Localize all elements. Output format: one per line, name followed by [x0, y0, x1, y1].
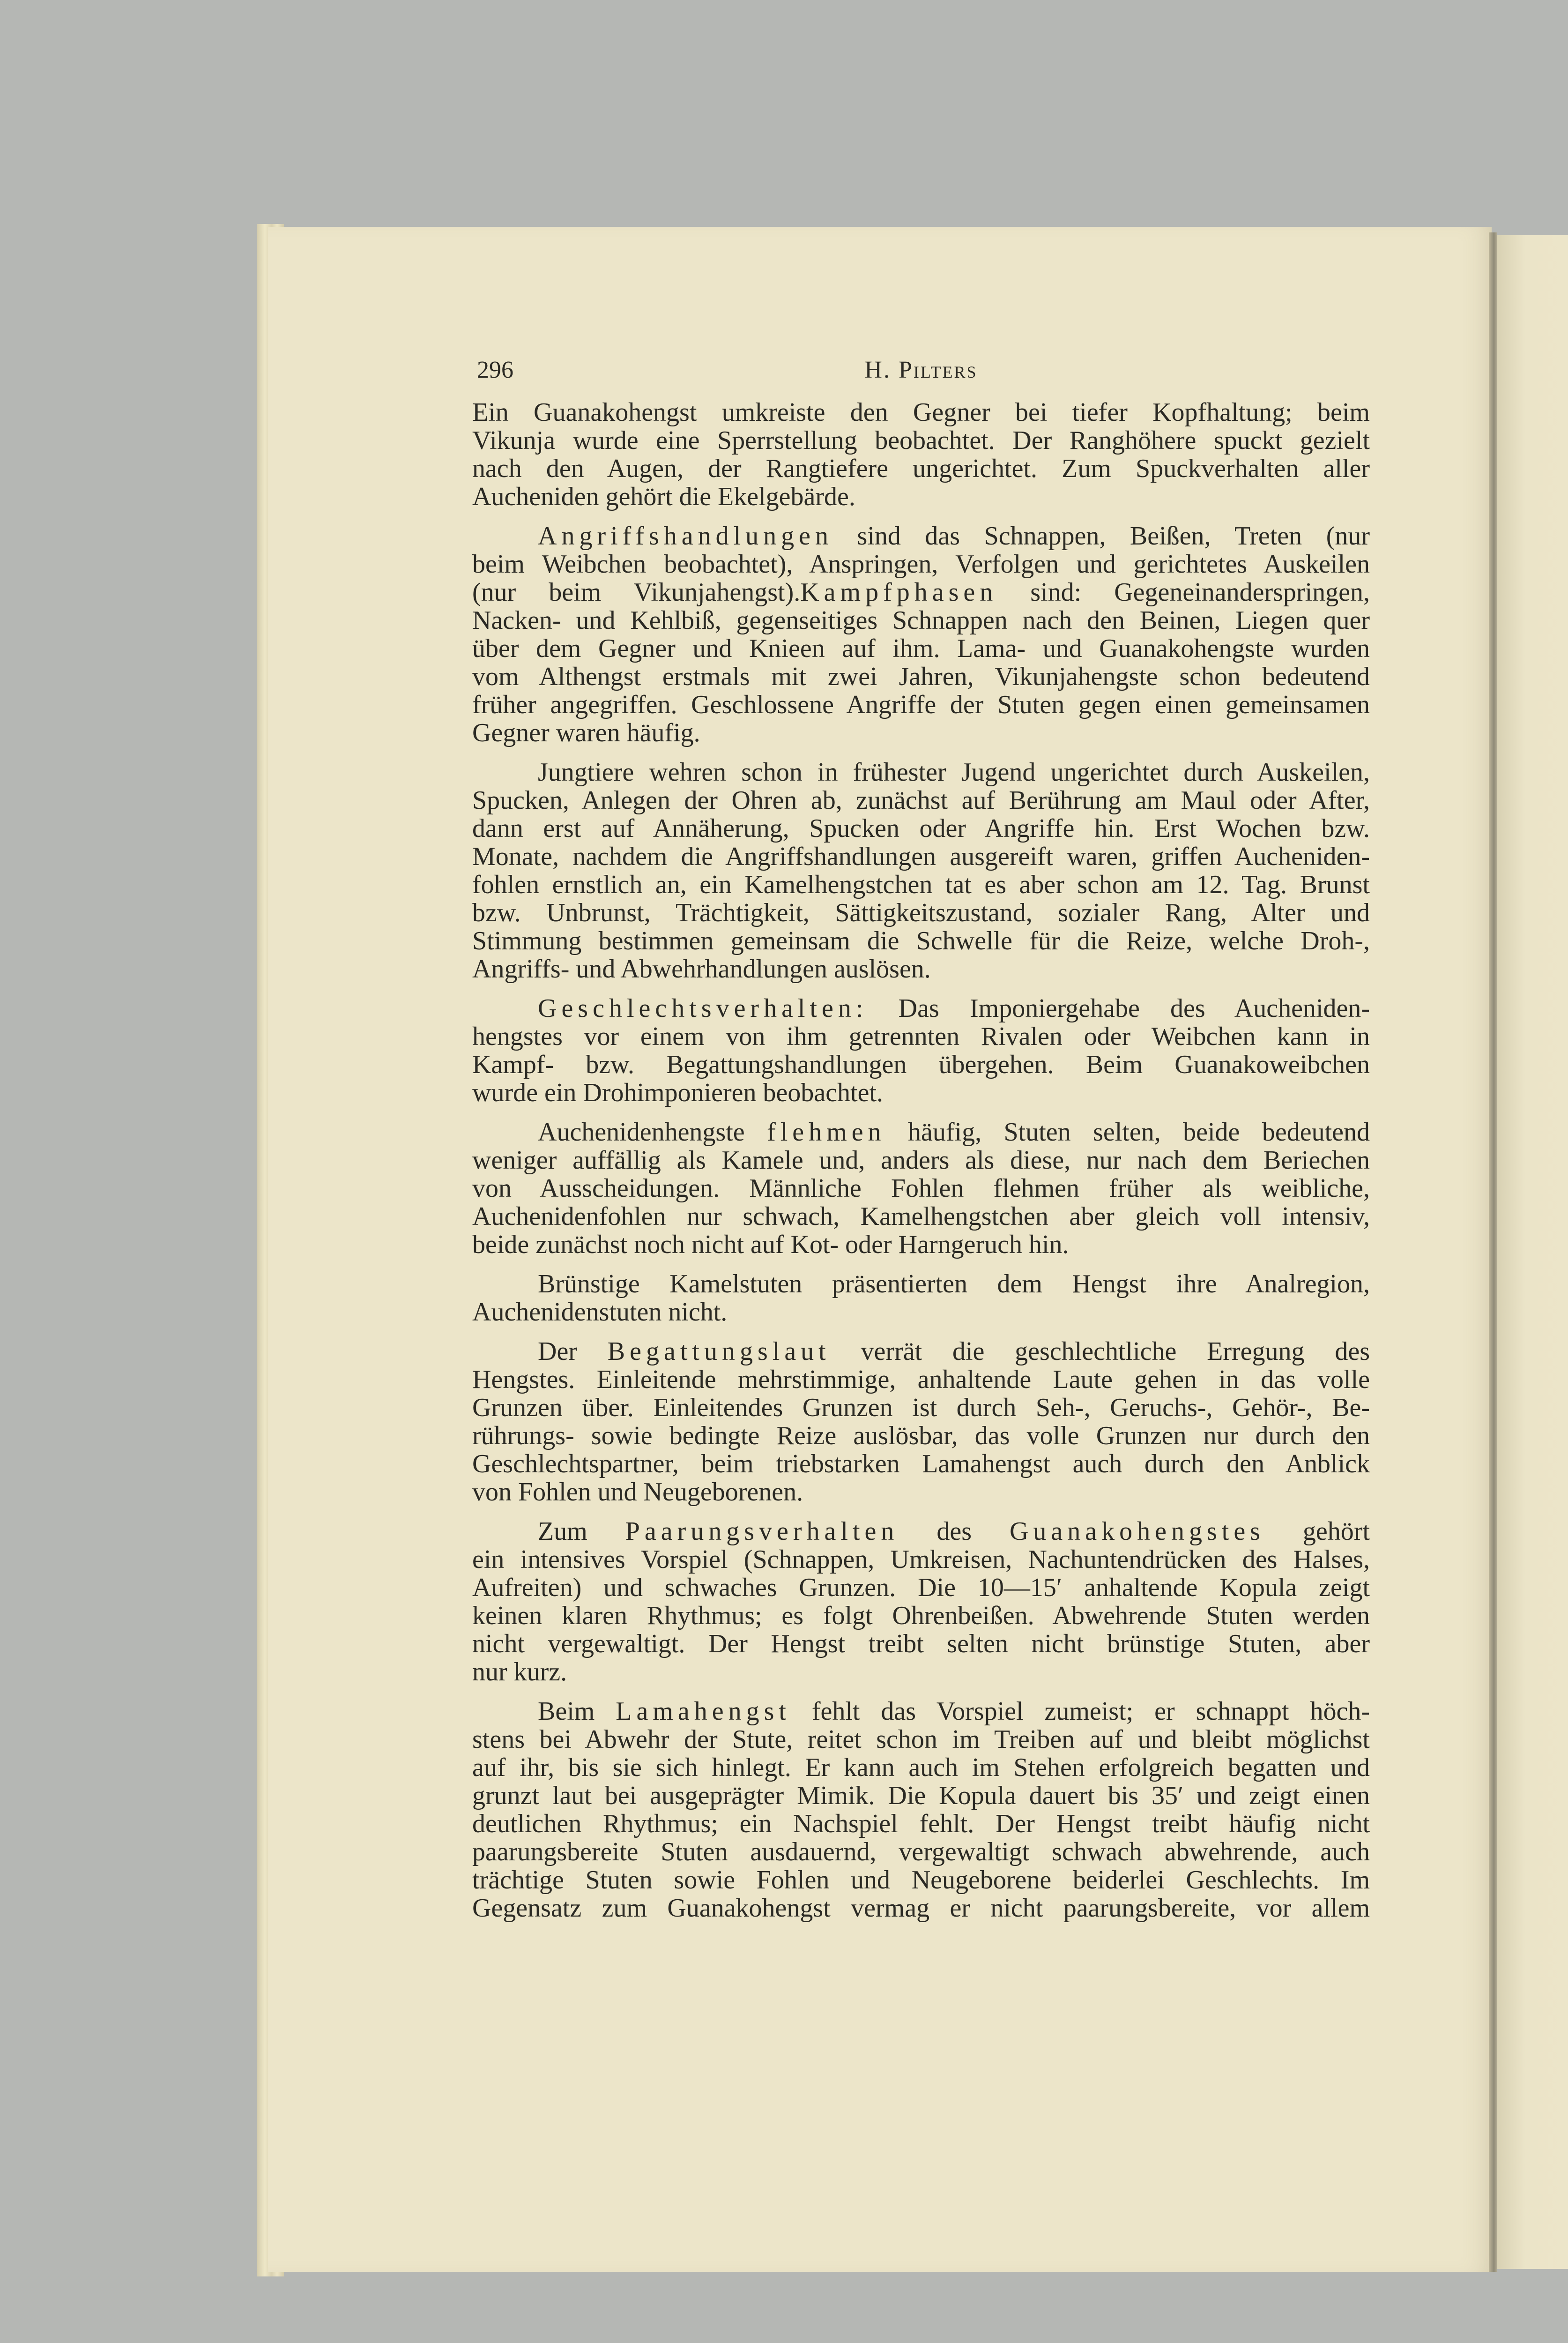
paragraph [472, 522, 1370, 747]
text-line [472, 1517, 1370, 1545]
text-run: über dem Gegner und Knieen auf ihm. Lama- und Guanakohengste wurden [472, 634, 1370, 663]
text-run: Geschlechtspartner, beim triebstarken Lamahengst auch durch den Anblick [472, 1449, 1370, 1478]
text-run: trächtige Stuten sowie Fohlen und Neugeborene beiderlei Geschlechts. Im [472, 1865, 1370, 1895]
text-line [472, 1394, 1370, 1422]
text-run: Kampf- bzw. Begattungshandlungen übergehen. Beim Guanakoweibchen [472, 1050, 1370, 1079]
text-block [472, 356, 1370, 1922]
text-run: weniger auffällig als Kamele und, anders als diese, nur nach dem Beriechen [472, 1146, 1370, 1175]
text-run: Brünstige Kamelstuten präsentierten dem Hengst ihre Analregion, [538, 1269, 1370, 1298]
emphasis-spaced: Lamahengst [616, 1697, 791, 1726]
text-line [472, 550, 1370, 578]
emphasis-spaced: Angriffshandlungen [538, 522, 833, 551]
text-line [472, 1658, 1370, 1686]
text-run: deutlichen Rhythmus; ein Nachspiel fehlt. Der Hengst treibt häufig nicht [472, 1809, 1370, 1838]
text-run: nur kurz. [472, 1657, 567, 1686]
text-run: Vikunja wurde eine Sperrstellung beobachtet. Der Ranghöhere spuckt gezielt [472, 426, 1370, 455]
text-run: Auchenidenfohlen nur schwach, Kamelhengstchen aber gleich voll intensiv, [472, 1202, 1370, 1231]
paragraph [472, 1697, 1370, 1922]
text-run: Zum [538, 1517, 625, 1546]
text-line [472, 606, 1370, 634]
text-run: nicht vergewaltigt. Der Hengst treibt selten nicht brünstige Stuten, aber [472, 1629, 1370, 1658]
facing-page [1497, 235, 1568, 2269]
text-line [472, 1574, 1370, 1602]
page-number: 296 [477, 357, 513, 383]
text-line [472, 927, 1370, 955]
text-line [472, 663, 1370, 691]
text-run: auf ihr, bis sie sich hinlegt. Er kann auch im Stehen erfolgreich begatten und [472, 1753, 1370, 1782]
text-line [472, 1630, 1370, 1658]
text-run: Beim [538, 1697, 616, 1726]
text-run: Jungtiere wehren schon in frühester Jugend ungerichtet durch Auskeilen, [538, 758, 1370, 787]
text-run: vom Althengst erstmals mit zwei Jahren, Vikunjahengste schon bedeutend [472, 662, 1370, 691]
text-run: (nur beim Vikunjahengst). [472, 578, 801, 607]
text-line [472, 1079, 1370, 1107]
text-line [472, 719, 1370, 747]
text-run: sind: Gegeneinanderspringen, [997, 578, 1370, 607]
text-line [472, 994, 1370, 1022]
text-line [472, 522, 1370, 550]
emphasis-spaced: flehmen [767, 1118, 886, 1147]
book-gutter [1489, 232, 1497, 2272]
emphasis-spaced: Guanakohengstes [1009, 1517, 1265, 1546]
paragraph [472, 758, 1370, 983]
text-line [472, 455, 1370, 483]
text-line [472, 1298, 1370, 1326]
text-run: hengstes vor einem von ihm getrennten Rivalen oder Weibchen kann in [472, 1022, 1370, 1051]
text-run: Gegner waren häufig. [472, 718, 700, 747]
text-run: Nacken- und Kehlbiß, gegenseitiges Schnappen nach den Beinen, Liegen quer [472, 606, 1370, 635]
text-line [472, 1174, 1370, 1202]
text-line [472, 758, 1370, 786]
text-run: rührungs- sowie bedingte Reize auslösbar, das volle Grunzen nur durch den [472, 1421, 1370, 1450]
text-run: verrät die geschlechtliche Erregung des [830, 1337, 1370, 1366]
text-run: Der [538, 1337, 608, 1366]
text-line [472, 1545, 1370, 1574]
text-line [472, 1366, 1370, 1394]
text-run: früher angegriffen. Geschlossene Angriffe der Stuten gegen einen gemeinsamen [472, 690, 1370, 719]
text-line [472, 1337, 1370, 1366]
text-run: sind das Schnappen, Beißen, Treten (nur [833, 522, 1370, 551]
text-line [472, 871, 1370, 899]
text-run: bzw. Unbrunst, Trächtigkeit, Sättigkeitszustand, sozialer Rang, Alter und [472, 898, 1370, 927]
text-line [472, 1866, 1370, 1894]
text-line [472, 1754, 1370, 1782]
text-run: Auchenidenhengste [538, 1118, 767, 1147]
text-line [472, 1810, 1370, 1838]
text-line [472, 814, 1370, 843]
paragraph [472, 994, 1370, 1107]
text-run: von Ausscheidungen. Männliche Fohlen flehmen früher als weibliche, [472, 1174, 1370, 1203]
text-run: gehört [1264, 1517, 1370, 1546]
text-run: Das Imponiergehabe des Aucheniden- [868, 994, 1370, 1023]
paragraph [472, 1118, 1370, 1259]
text-line [472, 398, 1370, 426]
text-run: Gegensatz zum Guanakohengst vermag er nicht paarungsbereite, vor allem [472, 1894, 1370, 1923]
emphasis-spaced: Kampfphasen [800, 578, 998, 607]
text-line [472, 1450, 1370, 1478]
body-text [472, 398, 1370, 1922]
text-run: fohlen ernstlich an, ein Kamelhengstchen tat es aber schon am 12. Tag. Brunst [472, 870, 1370, 899]
text-line [472, 1051, 1370, 1079]
running-head [472, 356, 1370, 398]
text-run: stens bei Abwehr der Stute, reitet schon im Treiben auf und bleibt möglichst [472, 1725, 1370, 1754]
text-line [472, 634, 1370, 663]
text-line [472, 899, 1370, 927]
text-run: Angriffs- und Abwehrhandlungen auslösen. [472, 955, 931, 984]
emphasis-spaced: Begattungslaut [607, 1337, 831, 1366]
running-title: H. Pilters [864, 357, 978, 383]
text-line [472, 786, 1370, 814]
emphasis-spaced: Geschlechtsverhalten: [538, 994, 868, 1023]
text-line [472, 1422, 1370, 1450]
text-line [472, 1270, 1370, 1298]
text-line [472, 1602, 1370, 1630]
text-line [472, 1022, 1370, 1051]
text-run: beim Weibchen beobachtet), Anspringen, Verfolgen und gerichtetes Auskeilen [472, 550, 1370, 579]
text-run: Hengstes. Einleitende mehrstimmige, anhaltende Laute gehen in das volle [472, 1365, 1370, 1394]
text-line [472, 843, 1370, 871]
text-line [472, 1202, 1370, 1231]
paragraph [472, 398, 1370, 511]
text-run: von Fohlen und Neugeborenen. [472, 1477, 803, 1507]
text-run: häufig, Stuten selten, beide bedeutend [885, 1118, 1370, 1147]
text-run: fehlt das Vorspiel zumeist; er schnappt höch- [790, 1697, 1370, 1726]
text-line [472, 426, 1370, 455]
text-run: des [899, 1517, 1010, 1546]
text-line [472, 1894, 1370, 1922]
text-run: Ein Guanakohengst umkreiste den Gegner bei tiefer Kopfhaltung; beim [472, 398, 1370, 427]
text-run: Aucheniden gehört die Ekelgebärde. [472, 482, 855, 511]
text-line [472, 1231, 1370, 1259]
text-run: Monate, nachdem die Angriffshandlungen ausgereift waren, griffen Aucheniden- [472, 842, 1370, 871]
text-run: Stimmung bestimmen gemeinsam die Schwelle für die Reize, welche Droh-, [472, 926, 1370, 955]
text-run: paarungsbereite Stuten ausdauernd, vergewaltigt schwach abwehrende, auch [472, 1837, 1370, 1866]
text-run: beide zunächst noch nicht auf Kot- oder Harngeruch hin. [472, 1230, 1069, 1259]
text-line [472, 955, 1370, 983]
text-run: nach den Augen, der Rangtiefere ungerichtet. Zum Spuckverhalten aller [472, 454, 1370, 483]
text-line [472, 1838, 1370, 1866]
text-line [472, 1478, 1370, 1506]
text-line [472, 483, 1370, 511]
text-run: Aufreiten) und schwaches Grunzen. Die 10—15′ anhaltende Kopula zeigt [472, 1573, 1370, 1602]
text-line [472, 1782, 1370, 1810]
text-line [472, 578, 1370, 606]
paragraph [472, 1337, 1370, 1506]
text-run: ein intensives Vorspiel (Schnappen, Umkreisen, Nachuntendrücken des Halses, [472, 1545, 1370, 1574]
paragraph [472, 1517, 1370, 1686]
text-run: keinen klaren Rhythmus; es folgt Ohrenbeißen. Abwehrende Stuten werden [472, 1601, 1370, 1630]
text-line [472, 691, 1370, 719]
text-run: Grunzen über. Einleitendes Grunzen ist durch Seh-, Geruchs-, Gehör-, Be- [472, 1393, 1370, 1422]
text-run: Auchenidenstuten nicht. [472, 1298, 728, 1327]
text-line [472, 1118, 1370, 1146]
text-run: dann erst auf Annäherung, Spucken oder Angriffe hin. Erst Wochen bzw. [472, 814, 1370, 843]
text-line [472, 1725, 1370, 1754]
paragraph [472, 1270, 1370, 1326]
text-run: Spucken, Anlegen der Ohren ab, zunächst auf Berührung am Maul oder After, [472, 786, 1370, 815]
text-line [472, 1146, 1370, 1174]
text-run: grunzt laut bei ausgeprägter Mimik. Die Kopula dauert bis 35′ und zeigt einen [472, 1781, 1370, 1810]
emphasis-spaced: Paarungsverhalten [625, 1517, 899, 1546]
text-line [472, 1697, 1370, 1725]
text-run: wurde ein Drohimponieren beobachtet. [472, 1078, 884, 1107]
